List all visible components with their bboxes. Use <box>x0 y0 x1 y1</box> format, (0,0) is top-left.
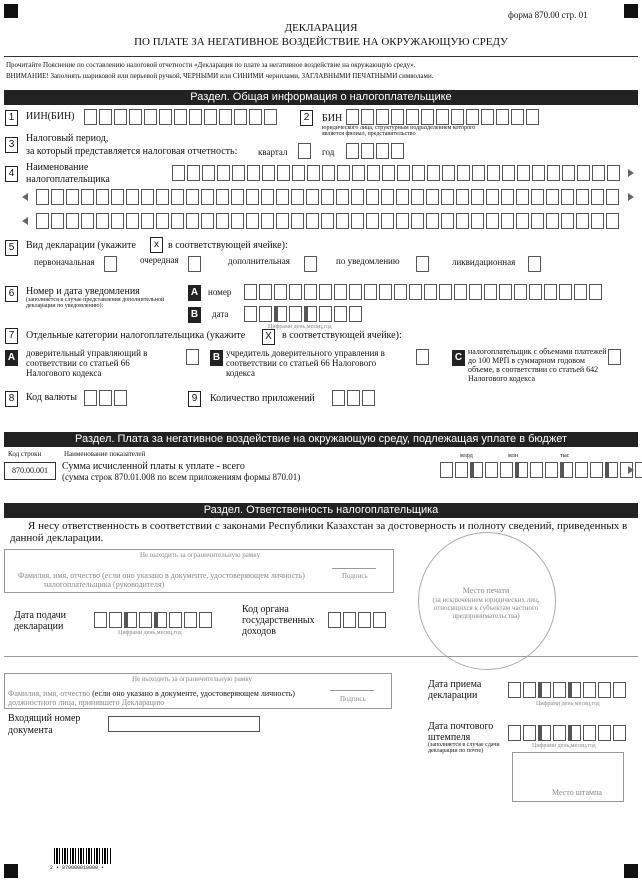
category-b-text: учредитель доверительного управления в соответствии со статьей 66 Налогового кодекса <box>226 348 385 378</box>
continue-arrow-icon <box>628 169 634 177</box>
mark-example: x <box>150 237 163 253</box>
notification-date-hint: Цифрами день,месяц,год <box>268 324 332 330</box>
barcode-number: 2 • 870000010000 • <box>50 865 105 871</box>
official-fio-role: должностного лица, принявшего Декларацию <box>8 698 165 707</box>
continue-arrow-left-icon-2 <box>22 217 28 225</box>
accept-date-label: Дата приема <box>428 679 482 690</box>
category-c-marker: C <box>452 350 465 366</box>
page-title-line1: ДЕКЛАРАЦИЯ <box>284 22 358 34</box>
incoming-number-label-2: документа <box>8 725 53 736</box>
notification-number-label: номер <box>208 287 232 297</box>
quarter-label: квартал <box>258 147 288 157</box>
submit-date-input[interactable] <box>94 612 212 628</box>
postal-date-label: Дата почтового <box>428 721 494 732</box>
category-c-text-3: Налогового кодекса <box>468 374 536 383</box>
form-code: форма 870.00 стр. 01 <box>508 10 588 20</box>
official-section-divider <box>4 656 638 657</box>
accept-date-input[interactable] <box>508 682 626 698</box>
incoming-number-label: Входящий номер <box>8 713 81 724</box>
year-label: год <box>322 147 335 157</box>
field-6a-marker: A <box>188 285 201 301</box>
page-title-line2: ПО ПЛАТЕ ЗА НЕГАТИВНОЕ ВОЗДЕЙСТВИЕ НА ОКРУЖАЮЩУЮ СРЕДУ <box>134 36 508 48</box>
official-sign-label: Подпись <box>340 695 366 703</box>
postal-date-label-2: штемпеля <box>428 732 471 743</box>
revenue-code-input[interactable] <box>328 612 386 628</box>
section-general-info-title: Раздел. Общая информация о налогоплательщике <box>4 90 638 105</box>
corner-marker-top-right <box>624 4 638 18</box>
official-sign-line <box>330 690 374 691</box>
official-fio-caption <box>8 689 295 698</box>
revenue-code-label: Код органа <box>242 604 289 615</box>
col-indicator-name: Наименование показателей <box>64 450 146 458</box>
row-code-870-00-001: 870.00.001 <box>4 462 56 480</box>
responsibility-statement: Я несу ответственность в соответствии с законами Республики Казахстан за достоверность и полноту сведений, приведенных в данной декларации. <box>10 520 628 544</box>
postal-date-input[interactable] <box>508 725 626 741</box>
taxpayer-name-label-2: налогоплательщика <box>26 174 110 185</box>
bin-input[interactable] <box>346 109 539 125</box>
category-b-marker: B <box>210 350 223 366</box>
option-liquidation-label: ликвидационная <box>452 257 516 267</box>
taxpayer-fio-caption <box>18 571 305 580</box>
taxpayer-sign-line <box>332 568 376 569</box>
field-6b-marker: B <box>188 307 201 323</box>
category-c-text-2: в суммарном годовом объеме, в соответствии со статьей 642 <box>468 356 599 374</box>
iin-bin-label: ИИН(БИН) <box>26 111 75 122</box>
unit-thousand: тыс <box>560 453 570 459</box>
category-a-text: доверительный управляющий в соответствии со статьей 66 Налогового кодекса <box>26 348 148 378</box>
category-c-checkbox[interactable] <box>608 349 621 365</box>
categories-label-end: в соответствующей ячейке): <box>282 330 402 341</box>
row-total-fee-sub: (сумма строк 870.01.008 по всем приложениям формы 870.01) <box>62 472 301 482</box>
unit-billion: млрд <box>460 453 473 459</box>
instruction-note: Прочитайте Пояснение по составлению налоговой отчетности «Декларация по плате за негативное воздействие на окружающую среду». <box>6 61 416 69</box>
attachments-count-input[interactable] <box>332 390 375 406</box>
option-liquidation-checkbox[interactable] <box>528 256 541 272</box>
attachments-count-label: Количество приложений <box>210 393 315 404</box>
postal-date-hint: Цифрами день,месяц,год <box>532 743 596 749</box>
category-a-marker: A <box>5 350 18 366</box>
option-notification-checkbox[interactable] <box>416 256 429 272</box>
incoming-number-input[interactable] <box>108 716 260 732</box>
stamp-place-note: (за исключением юридических лиц, относящихся к субъектам частного предпринимательства) <box>432 596 540 620</box>
declaration-type-label: Вид декларации (укажите <box>26 240 136 251</box>
field-7-number: 7 <box>5 328 18 344</box>
official-no-exceed-note: Не выходить за ограничительную рамку <box>132 675 253 683</box>
postal-date-note: (заполняется в случае сдачи декларации по почте) <box>428 742 500 754</box>
notification-label: Номер и дата уведомления <box>26 286 140 297</box>
category-c-text <box>468 347 608 383</box>
continue-arrow-icon-2 <box>628 193 634 201</box>
tax-period-label: Налоговый период, <box>26 133 109 144</box>
option-initial-label: первоначальная <box>34 257 95 267</box>
option-additional-checkbox[interactable] <box>304 256 317 272</box>
stamp-place-box-label: Место штампа <box>552 788 602 797</box>
unit-million: млн <box>508 453 519 459</box>
notification-note: (заполняется в случае представления дополнительной декларации по уведомлению): <box>26 297 165 309</box>
taxpayer-name-label: Наименование <box>26 162 89 173</box>
taxpayer-name-row-2[interactable] <box>36 189 619 205</box>
header-divider <box>4 56 638 57</box>
category-b-checkbox[interactable] <box>416 349 429 365</box>
total-fee-input[interactable] <box>440 462 642 478</box>
currency-code-input[interactable] <box>84 390 127 406</box>
category-a-checkbox[interactable] <box>186 349 199 365</box>
submit-date-hint: Цифрами день,месяц,год <box>118 630 182 636</box>
continue-arrow-icon-3 <box>628 466 634 474</box>
option-regular-checkbox[interactable] <box>188 256 201 272</box>
category-c-text-1: налогоплательщик с объемами платежей до 100 МРП <box>468 347 607 365</box>
submit-date-label: Дата подачи <box>14 610 67 621</box>
currency-code-label: Код валюты <box>26 392 78 403</box>
tax-period-label-2: за который представляется налоговая отчетность: <box>26 146 238 157</box>
bin-note: юридического лица, структурным подразделением которого является филиал, представительство <box>322 125 476 137</box>
bin-label: БИН <box>322 113 343 124</box>
instruction-warning: ВНИМАНИЕ! Заполнять шариковой или перьевой ручкой, ЧЕРНЫМИ или СИНИМИ чернилами, ЗАГЛАВНЫМИ ПЕЧАТНЫМИ символами. <box>6 72 434 80</box>
taxpayer-fio-role: налогоплательщика (руководителя) <box>44 580 165 589</box>
official-fio-label: Фамилия, имя, отчество <box>8 689 91 698</box>
field-2-number: 2 <box>300 110 313 126</box>
notification-number-input[interactable] <box>244 284 602 300</box>
stamp-place-title: Место печати <box>462 586 510 595</box>
categories-label: Отдельные категории налогоплательщика (укажите <box>26 330 246 341</box>
taxpayer-no-exceed-note: Не выходить за ограничительную рамку <box>140 551 261 559</box>
revenue-code-label-3: доходов <box>242 626 276 637</box>
corner-marker-top-left <box>4 4 18 18</box>
barcode <box>54 848 112 864</box>
corner-marker-bottom-left <box>4 864 18 878</box>
row-total-fee-label: Сумма исчисленной платы к уплате - всего <box>62 461 245 472</box>
field-6-number: 6 <box>5 286 18 302</box>
field-3-number: 3 <box>5 137 18 153</box>
option-regular-label: очередная <box>140 255 179 265</box>
taxpayer-fio-label: Фамилия, имя, отчество <box>18 571 101 580</box>
field-4-number: 4 <box>5 166 18 182</box>
revenue-code-label-2: государственных <box>242 615 315 626</box>
taxpayer-sign-label: Подпись <box>342 572 368 580</box>
notification-date-label: дата <box>212 309 229 319</box>
option-notification-label: по уведомлению <box>336 256 400 266</box>
notification-date-input[interactable] <box>244 306 362 322</box>
taxpayer-name-row-1[interactable] <box>172 165 620 181</box>
accept-date-label-2: декларации <box>428 690 478 701</box>
categories-mark-example: X <box>262 329 275 345</box>
col-line-code: Код строки <box>8 450 42 458</box>
field-1-number: 1 <box>5 110 18 126</box>
corner-marker-bottom-right <box>624 864 638 878</box>
taxpayer-fio-note: (если оно указано в документе, удостоверяющем личность) <box>102 571 305 580</box>
option-initial-checkbox[interactable] <box>104 256 117 272</box>
continue-arrow-left-icon <box>22 193 28 201</box>
option-additional-label: дополнительная <box>228 256 290 266</box>
year-input[interactable] <box>346 143 404 159</box>
taxpayer-name-row-3[interactable] <box>36 213 619 229</box>
field-8-number: 8 <box>5 391 18 407</box>
section-responsibility-title: Раздел. Ответственность налогоплательщика <box>4 503 638 518</box>
field-9-number: 9 <box>188 391 201 407</box>
section-fee-title: Раздел. Плата за негативное воздействие на окружающую среду, подлежащая уплате в бюджет <box>4 432 638 447</box>
iin-bin-input[interactable] <box>84 109 277 125</box>
field-5-number: 5 <box>5 240 18 256</box>
submit-date-label-2: декларации <box>14 621 64 632</box>
quarter-input[interactable] <box>298 143 311 159</box>
official-fio-note: (если оно указано в документе, удостоверяющем личность) <box>92 689 295 698</box>
accept-date-hint: Цифрами день,месяц,год <box>536 701 600 707</box>
declaration-type-label-end: в соответствующей ячейке): <box>168 240 288 251</box>
